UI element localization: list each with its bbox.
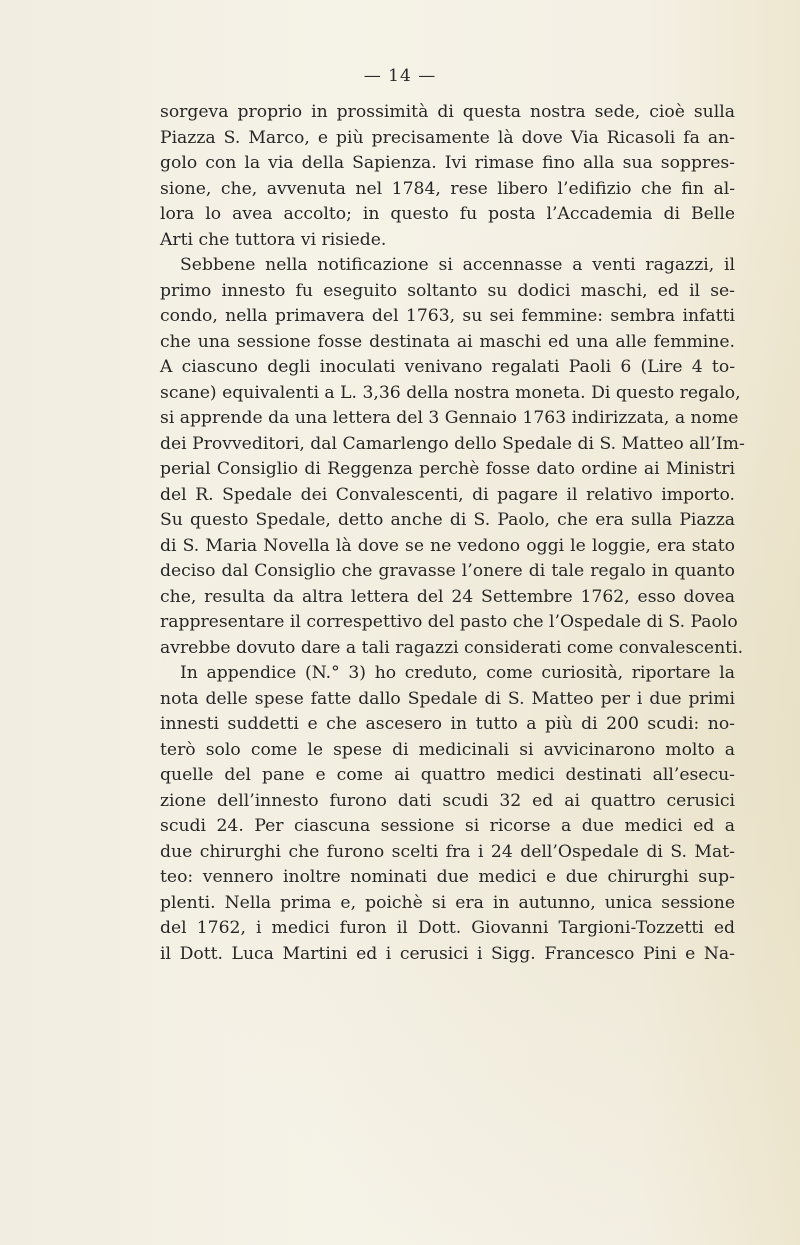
text-line: del R. Spedale dei Convalescenti, di pagare il relativo importo. [160, 484, 735, 505]
text-line: lora lo avea accolto; in questo fu posta l’Accademia di Belle [160, 204, 735, 224]
text-line: deciso dal Consiglio che gravasse l’onere di tale regalo in quanto [160, 561, 735, 581]
text-line: scane) equivalenti a L. 3,36 della nostra moneta. Di questo regalo, [160, 382, 741, 403]
text-line: dei Provveditori, dal Camarlengo dello Spedale di S. Matteo all’Im- [160, 433, 745, 454]
text-line: Sebbene nella notificazione si accennasse a venti ragazzi, il [180, 255, 735, 275]
text-line: zione dell’innesto furono dati scudi 32 ed ai quattro cerusici [160, 790, 735, 811]
text-line: Piazza S. Marco, e più precisamente là dove Via Ricasoli fa an- [160, 127, 735, 148]
page-number: — 14 — [363, 66, 437, 86]
text-line: due chirurghi che furono scelti fra i 24 dell’Ospedale di S. Mat- [160, 841, 735, 862]
text-line: Su questo Spedale, detto anche di S. Paolo, che era sulla Piazza [160, 510, 735, 530]
text-line: che una sessione fosse destinata ai maschi ed una alle femmine. [160, 331, 735, 352]
text-line: In appendice (N.° 3) ho creduto, come curiosità, riportare la [180, 663, 735, 683]
text-line: teo: vennero inoltre nominati due medici e due chirurghi sup- [160, 867, 735, 887]
text-line: plenti. Nella prima e, poichè si era in autunno, unica sessione [160, 892, 735, 913]
text-line: sorgeva proprio in prossimità di questa nostra sede, cioè sulla [160, 102, 735, 122]
text-line: innesti suddetti e che ascesero in tutto a più di 200 scudi: no- [160, 714, 735, 734]
text-line: perial Consiglio di Reggenza perchè fosse dato ordine ai Ministri [160, 459, 735, 479]
text-line: del 1762, i medici furon il Dott. Giovanni Targioni-Tozzetti ed [160, 918, 735, 938]
text-line: quelle del pane e come ai quattro medici destinati all’esecu- [160, 765, 735, 785]
text-line: primo innesto fu eseguito soltanto su dodici maschi, ed il se- [160, 280, 735, 301]
text-line: golo con la via della Sapienza. Ivi rimase fino alla sua soppres- [160, 153, 735, 173]
text-line: di S. Maria Novella là dove se ne vedono oggi le loggie, era stato [160, 535, 735, 556]
text-line: avrebbe dovuto dare a tali ragazzi considerati come convalescenti. [160, 637, 744, 658]
text-line: A ciascuno degli inoculati venivano regalati Paoli 6 (Lire 4 to- [160, 357, 735, 377]
text-line: si apprende da una lettera del 3 Gennaio 1763 indirizzata, a nome [160, 408, 739, 428]
body-text [160, 100, 745, 967]
text-line: Arti che tuttora vi risiede. [160, 229, 387, 250]
text-line: nota delle spese fatte dallo Spedale di S. Matteo per i due primi [160, 688, 735, 709]
text-line: che, resulta da altra lettera del 24 Settembre 1762, esso dovea [160, 586, 735, 607]
text-line: rappresentare il correspettivo del pasto che l’Ospedale di S. Paolo [160, 612, 738, 632]
text-line: scudi 24. Per ciascuna sessione si ricorse a due medici ed a [160, 816, 735, 836]
text-line: condo, nella primavera del 1763, su sei femmine: sembra infatti [160, 306, 735, 326]
text-line: sione, che, avvenuta nel 1784, rese libero l’edifizio che fin al- [160, 178, 735, 199]
text-line: il Dott. Luca Martini ed i cerusici i Sigg. Francesco Pini e Na- [160, 943, 735, 964]
text-line: terò solo come le spese di medicinali si avvicinarono molto a [160, 739, 735, 760]
